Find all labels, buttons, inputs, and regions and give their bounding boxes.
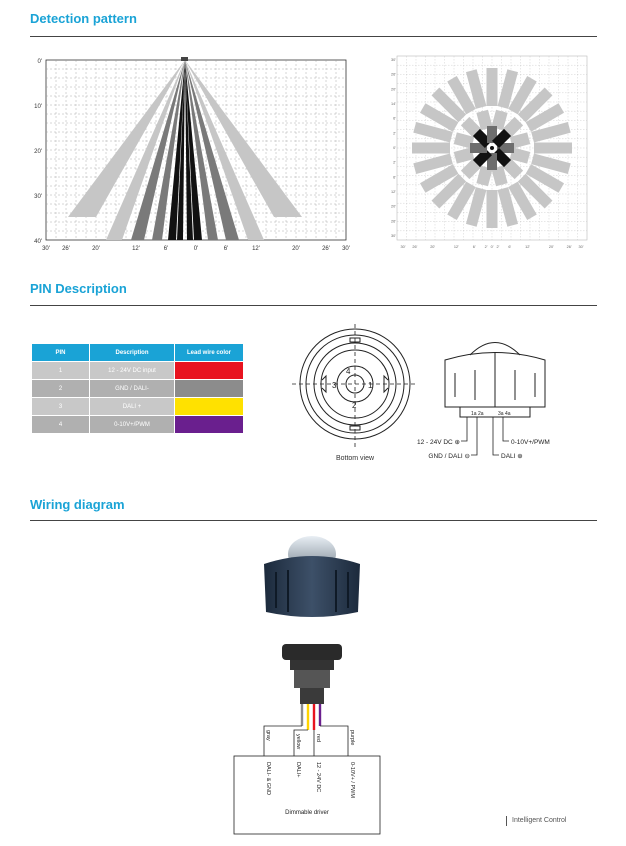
x-tick-label: 26' [412, 245, 418, 249]
driver-label: 0-10V+ / PWM [349, 762, 355, 798]
pin-table [31, 343, 244, 434]
pin-table-header [32, 344, 244, 362]
y-tick-label: 0' [37, 59, 42, 65]
y-tick-label: 20' [391, 204, 396, 209]
y-tick-label: 14' [391, 102, 396, 106]
pin-description-title: PIN Description [30, 281, 127, 296]
driver-box [234, 756, 380, 834]
y-tick-label: 40' [34, 239, 42, 245]
section-divider [30, 305, 597, 306]
y-tick-label: 26' [391, 219, 396, 224]
y-tick-label: 6' [393, 175, 396, 180]
wiring-diagram-title: Wiring diagram [30, 497, 125, 512]
connector-illustration [282, 644, 342, 704]
x-tick-label: 30' [342, 246, 350, 252]
x-tick-label: 30' [42, 246, 50, 252]
y-tick-label: 6' [393, 116, 396, 121]
x-tick-label: 20' [92, 246, 100, 252]
x-tick-label: 6' [223, 246, 229, 252]
x-tick-label: 12' [453, 245, 459, 249]
sensor-center [490, 146, 494, 150]
header-pin: PIN [32, 344, 90, 362]
y-tick-label: 30' [391, 234, 396, 238]
pin-label: 4 [346, 367, 351, 376]
pin-description: DALI + [90, 398, 175, 416]
callout-line [503, 417, 509, 441]
pin-description: 12 - 24V DC input [90, 362, 175, 380]
x-tick-label: 26' [322, 246, 330, 252]
wires [302, 704, 320, 730]
header-description: Description [90, 344, 175, 362]
wire-color-swatch [175, 398, 244, 416]
pin-number: 2 [32, 380, 90, 398]
x-tick-label: 20' [548, 245, 554, 249]
detection-zone [487, 68, 498, 106]
x-tick-label: 12' [132, 246, 140, 252]
driver-label: DALI- & GND [265, 762, 271, 796]
callout-line [461, 417, 467, 441]
y-tick-label: 30' [34, 194, 42, 200]
x-tick-label: 0' [490, 245, 494, 249]
x-tick-label: 30' [400, 245, 406, 249]
driver-name: Dimmable driver [285, 810, 329, 816]
pin-strip-right-label: 3a 4a [498, 411, 511, 417]
table-row [32, 416, 244, 434]
driver-label: 12 - 24V DC [315, 762, 321, 793]
wire-label: gray [265, 730, 271, 741]
footer-brand: Intelligent Control [506, 816, 566, 826]
wire-label: yellow [295, 734, 301, 750]
wire-label: red [315, 734, 321, 742]
wire-color-swatch [175, 416, 244, 434]
x-tick-label: 26' [62, 246, 70, 252]
table-row [32, 362, 244, 380]
wiring-diagram [230, 530, 410, 836]
pin-label: 1 [368, 381, 373, 390]
driver-label: DALI+ [295, 762, 301, 778]
pin-description: 0-10V+/PWM [90, 416, 175, 434]
section-divider [30, 520, 597, 521]
side-view-diagram [415, 325, 585, 470]
bottom-view-diagram [290, 318, 420, 468]
detection-zone [534, 143, 572, 154]
y-tick-label: 26' [391, 72, 396, 77]
x-tick-label: 6' [472, 245, 476, 249]
callout-pwm: 0-10V+/PWM [511, 439, 550, 446]
bottom-view-label: Bottom view [335, 455, 375, 462]
pin-description: GND / DALI- [90, 380, 175, 398]
y-tick-label: 12' [391, 190, 396, 194]
section-divider [30, 36, 597, 37]
sensor-marker [181, 57, 188, 61]
x-tick-label: 20' [430, 245, 436, 249]
x-tick-label: 6' [508, 245, 512, 249]
callout-gnd: GND / DALI ⊖ [428, 453, 470, 460]
x-tick-label: 20' [292, 246, 300, 252]
table-row [32, 380, 244, 398]
x-tick-label: 30' [578, 245, 584, 249]
x-tick-label: 0' [193, 246, 199, 252]
wire-leads [264, 726, 348, 756]
wire-color-swatch [175, 380, 244, 398]
x-tick-label: 26' [566, 245, 572, 249]
top-detection-chart [387, 50, 597, 258]
callout-dc: 12 - 24V DC ⊕ [416, 439, 460, 446]
y-tick-label: 20' [391, 87, 396, 92]
pin-number: 3 [32, 398, 90, 416]
y-tick-label: 30' [391, 58, 396, 62]
y-tick-label: 2' [393, 160, 396, 165]
wire-color-swatch [175, 362, 244, 380]
y-tick-label: 20' [34, 149, 42, 155]
x-tick-label: 2' [496, 245, 500, 249]
side-detection-chart [26, 50, 356, 258]
header-lead-wire-color: Lead wire color [175, 344, 244, 362]
detection-zone [412, 143, 450, 154]
detection-pattern-title: Detection pattern [30, 11, 137, 26]
sensor-housing [264, 556, 360, 617]
y-tick-label: 2' [393, 131, 396, 136]
sensor-illustration [264, 536, 360, 617]
pin-label: 3 [332, 381, 337, 390]
x-tick-label: 2' [484, 245, 488, 249]
x-tick-label: 12' [252, 246, 260, 252]
callout-line [471, 417, 477, 455]
pin-strip-left-label: 1a 2a [471, 411, 484, 417]
pin-number: 4 [32, 416, 90, 434]
pin-number: 1 [32, 362, 90, 380]
y-tick-label: 10' [34, 104, 42, 110]
x-tick-label: 12' [525, 245, 531, 249]
wire-label: purple [349, 730, 355, 746]
wire-labels [265, 730, 355, 749]
callout-line [493, 417, 499, 455]
callout-dali: DALI ⊕ [501, 453, 523, 460]
detection-zone [487, 190, 498, 228]
y-tick-label: 0' [393, 146, 396, 150]
x-tick-label: 6' [163, 246, 169, 252]
pin-label: 2 [352, 401, 357, 410]
table-row [32, 398, 244, 416]
